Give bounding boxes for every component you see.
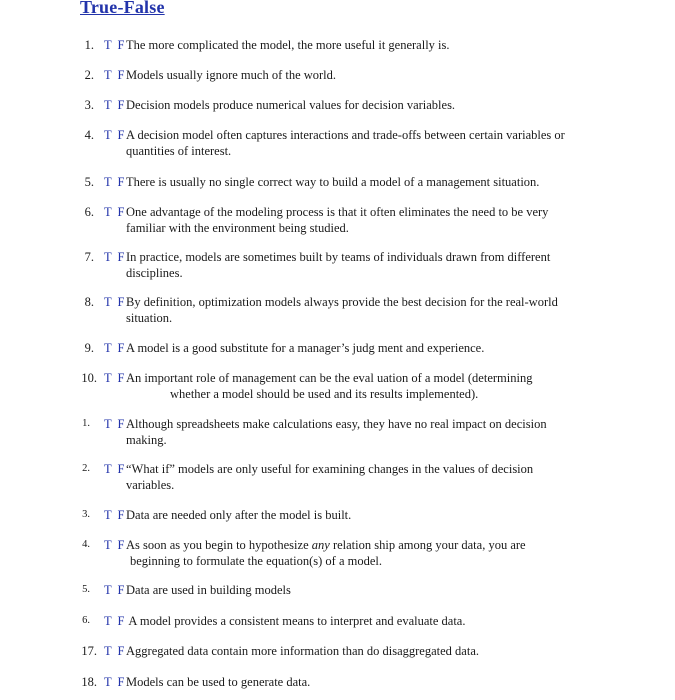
question-text-continued: disciplines.	[126, 266, 183, 280]
true-false-marker: T F	[104, 371, 126, 385]
question-text: Data are needed only after the model is built.	[126, 508, 352, 522]
question-text: “What if” models are only useful for examining changes in the values of decision	[126, 462, 534, 476]
true-false-marker: T F	[104, 98, 126, 112]
question-number: 10.	[81, 371, 97, 385]
true-false-marker: T F	[104, 614, 126, 628]
true-false-marker: T F	[104, 417, 126, 431]
true-false-marker: T F	[104, 68, 126, 82]
true-false-marker: T F	[104, 462, 126, 476]
question-number: 1.	[82, 418, 90, 429]
question-text: An important role of management can be the eval uation of a model (determining	[126, 371, 533, 385]
question-text: A model provides a consistent means to interpret and evaluate data.	[126, 614, 466, 628]
question-text: Models usually ignore much of the world.	[126, 68, 337, 82]
true-false-marker: T F	[104, 644, 126, 658]
true-false-marker: T F	[104, 508, 126, 522]
question-number: 5.	[82, 584, 90, 595]
question-text: In practice, models are sometimes built by teams of individuals drawn from different	[126, 250, 551, 264]
true-false-marker: T F	[104, 128, 126, 142]
question-text: Data are used in building models	[126, 583, 291, 597]
question-number: 7.	[84, 250, 94, 264]
true-false-marker: T F	[104, 250, 126, 264]
question-number: 3.	[84, 98, 94, 112]
question-text-continued: making.	[126, 433, 167, 447]
true-false-marker: T F	[104, 295, 126, 309]
question-text: Although spreadsheets make calculations easy, they have no real impact on decision	[126, 417, 547, 431]
question-text-continued: variables.	[126, 478, 175, 492]
question-text: The more complicated the model, the more useful it generally is.	[126, 38, 450, 52]
question-number: 6.	[84, 205, 94, 219]
question-text-continued: familiar with the environment being studied.	[126, 221, 349, 235]
question-text-continued: situation.	[126, 311, 173, 325]
question-number: 4.	[84, 128, 94, 142]
true-false-marker: T F	[104, 205, 126, 219]
question-number: 6.	[82, 615, 90, 626]
question-number: 2.	[82, 463, 90, 474]
question-text-continued: beginning to formulate the equation(s) of a model.	[130, 554, 383, 568]
question-text-part: As soon as you begin to hypothesize	[126, 538, 312, 552]
question-text: Aggregated data contain more information than do disaggregated data.	[126, 644, 479, 658]
true-false-marker: T F	[104, 675, 126, 689]
question-number: 9.	[84, 341, 94, 355]
question-number: 8.	[84, 295, 94, 309]
emphasized-word: any	[311, 538, 330, 552]
question-text: Models can be used to generate data.	[126, 675, 311, 689]
true-false-marker: T F	[104, 38, 126, 52]
question-text-continued: quantities of interest.	[126, 144, 232, 158]
question-number: 3.	[82, 509, 90, 520]
question-text: A model is a good substitute for a manager’s judg ment and experience.	[126, 341, 485, 355]
question-text: Decision models produce numerical values for decision variables.	[126, 98, 456, 112]
question-number: 1.	[84, 38, 94, 52]
page-title: True-False	[80, 0, 165, 17]
question-text: By definition, optimization models always provide the best decision for the real-world	[126, 295, 558, 309]
question-number: 18.	[81, 675, 97, 689]
question-number: 17.	[81, 644, 97, 658]
question-text: A decision model often captures interactions and trade-offs between certain variables or	[126, 128, 565, 142]
question-text: One advantage of the modeling process is that it often eliminates the need to be very	[126, 205, 549, 219]
question-number: 2.	[84, 68, 94, 82]
true-false-marker: T F	[104, 175, 126, 189]
question-text: There is usually no single correct way to build a model of a management situation.	[126, 175, 540, 189]
question-text-continued: whether a model should be used and its results implemented).	[170, 387, 479, 401]
question-text	[126, 537, 606, 553]
true-false-marker: T F	[104, 538, 126, 552]
question-number: 5.	[84, 175, 94, 189]
question-number: 4.	[82, 539, 90, 550]
true-false-marker: T F	[104, 583, 126, 597]
true-false-marker: T F	[104, 341, 126, 355]
question-text-part: relation ship among your data, you are	[329, 538, 526, 552]
